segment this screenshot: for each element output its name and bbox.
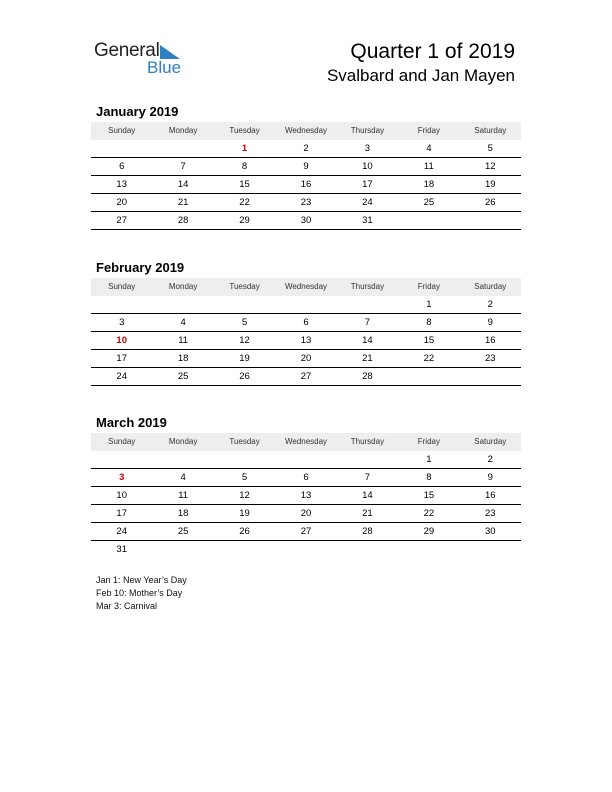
calendar-week-row (91, 140, 521, 158)
day-cell: 21 (362, 508, 373, 519)
day-cell: 22 (423, 508, 435, 519)
empty-day-cell (398, 541, 459, 558)
calendar-week-row (91, 523, 521, 541)
day-cell: 12 (239, 335, 250, 346)
logo-word-blue: Blue (147, 58, 182, 77)
empty-day-cell (275, 541, 336, 558)
day-cell: 1 (426, 454, 432, 465)
day-cell: 20 (116, 197, 127, 208)
day-cell: 7 (180, 161, 186, 172)
calendar-week-row (91, 505, 521, 523)
day-cell: 5 (241, 472, 248, 483)
day-cell: 3 (364, 143, 371, 154)
holiday-notes (96, 574, 187, 613)
empty-day-cell (91, 296, 152, 313)
calendar-week-row (91, 451, 521, 469)
empty-day-cell (398, 368, 459, 385)
day-cell: 23 (484, 508, 496, 519)
day-cell: 20 (300, 508, 312, 519)
day-cell: 1 (426, 299, 432, 310)
empty-day-cell (337, 451, 398, 468)
weekday-label: Wednesday (275, 122, 336, 140)
day-cell: 9 (487, 472, 493, 483)
page-title: Quarter 1 of 2019 (350, 40, 515, 63)
weekday-label: Tuesday (214, 278, 275, 296)
holiday-note: Feb 10: Mother’s Day (96, 588, 183, 598)
day-cell: 3 (119, 317, 125, 328)
weekday-header (91, 278, 521, 296)
day-cell: 19 (239, 508, 250, 519)
calendar-week-row (91, 176, 521, 194)
day-cell: 25 (423, 197, 435, 208)
day-cell: 21 (177, 197, 189, 208)
day-cell: 30 (300, 215, 312, 226)
day-cell: 9 (303, 161, 309, 172)
empty-day-cell (214, 541, 275, 558)
day-cell: 9 (487, 317, 493, 328)
calendar-week-row (91, 158, 521, 176)
day-cell: 16 (484, 490, 496, 501)
day-cell: 29 (423, 526, 435, 537)
day-cell: 4 (180, 472, 186, 483)
day-cell: 16 (484, 335, 496, 346)
weekday-label: Sunday (91, 278, 152, 296)
day-cell: 15 (239, 179, 250, 190)
empty-day-cell (398, 212, 459, 229)
day-cell: 22 (239, 197, 250, 208)
day-cell: 8 (426, 317, 432, 328)
day-cell: 6 (119, 161, 125, 172)
day-cell: 8 (426, 472, 432, 483)
month-title: February 2019 (96, 260, 185, 275)
day-cell: 14 (362, 490, 373, 501)
day-cell: 14 (177, 179, 189, 190)
weekday-label: Wednesday (275, 278, 336, 296)
day-cell: 17 (116, 508, 127, 519)
day-cell: 10 (116, 335, 127, 346)
day-cell: 28 (177, 215, 189, 226)
month-march (91, 415, 521, 558)
day-cell: 19 (239, 353, 250, 364)
empty-day-cell (152, 451, 213, 468)
weekday-label: Monday (152, 122, 213, 140)
empty-day-cell (337, 541, 398, 558)
month-february (91, 260, 521, 386)
day-cell: 16 (300, 179, 312, 190)
day-cell: 27 (116, 215, 127, 226)
day-cell: 24 (362, 197, 373, 208)
month-title: March 2019 (96, 415, 167, 430)
calendar-week-row (91, 350, 521, 368)
day-cell: 31 (362, 215, 373, 226)
calendar-weeks (91, 296, 521, 386)
weekday-label: Friday (398, 433, 459, 451)
weekday-label: Tuesday (214, 433, 275, 451)
empty-day-cell (91, 451, 152, 468)
day-cell: 10 (116, 490, 127, 501)
generalblue-logo (94, 40, 194, 80)
weekday-label: Thursday (337, 122, 398, 140)
month-title: January 2019 (96, 104, 179, 119)
day-cell: 20 (300, 353, 312, 364)
day-cell: 5 (241, 317, 248, 328)
day-cell: 8 (241, 161, 248, 172)
calendar-week-row (91, 212, 521, 230)
day-cell: 1 (241, 143, 248, 154)
holiday-note: Jan 1: New Year’s Day (96, 575, 187, 585)
empty-day-cell (91, 140, 152, 157)
day-cell: 28 (362, 371, 373, 382)
empty-day-cell (214, 296, 275, 313)
day-cell: 26 (484, 197, 496, 208)
day-cell: 12 (239, 490, 250, 501)
day-cell: 3 (119, 472, 125, 483)
day-cell: 11 (178, 335, 189, 346)
day-cell: 15 (423, 490, 435, 501)
day-cell: 17 (362, 179, 373, 190)
day-cell: 28 (362, 526, 373, 537)
day-cell: 17 (116, 353, 127, 364)
calendar-week-row (91, 541, 521, 558)
day-cell: 24 (116, 526, 127, 537)
day-cell: 4 (426, 143, 432, 154)
day-cell: 2 (487, 454, 493, 465)
weekday-label: Tuesday (214, 122, 275, 140)
weekday-label: Friday (398, 278, 459, 296)
weekday-label: Saturday (460, 122, 521, 140)
empty-day-cell (152, 140, 213, 157)
day-cell: 2 (303, 143, 309, 154)
day-cell: 29 (239, 215, 250, 226)
weekday-label: Thursday (337, 433, 398, 451)
day-cell: 27 (300, 371, 312, 382)
day-cell: 15 (423, 335, 435, 346)
calendar-week-row (91, 314, 521, 332)
calendar-week-row (91, 332, 521, 350)
month-january (91, 104, 521, 230)
weekday-label: Monday (152, 278, 213, 296)
day-cell: 4 (180, 317, 186, 328)
day-cell: 12 (484, 161, 496, 172)
day-cell: 27 (300, 526, 312, 537)
logo-flag-icon (160, 45, 180, 59)
day-cell: 6 (303, 317, 309, 328)
empty-day-cell (152, 541, 213, 558)
day-cell: 11 (178, 490, 189, 501)
day-cell: 19 (484, 179, 496, 190)
calendar-weeks (91, 140, 521, 230)
day-cell: 30 (484, 526, 496, 537)
day-cell: 7 (364, 472, 371, 483)
calendar-week-row (91, 487, 521, 505)
day-cell: 23 (300, 197, 312, 208)
calendar-week-row (91, 296, 521, 314)
day-cell: 26 (239, 526, 250, 537)
day-cell: 14 (362, 335, 373, 346)
day-cell: 6 (303, 472, 309, 483)
calendar-week-row (91, 194, 521, 212)
empty-day-cell (337, 296, 398, 313)
day-cell: 24 (116, 371, 127, 382)
empty-day-cell (152, 296, 213, 313)
day-cell: 22 (423, 353, 435, 364)
calendar-week-row (91, 368, 521, 386)
weekday-label: Sunday (91, 122, 152, 140)
weekday-label: Wednesday (275, 433, 336, 451)
weekday-label: Friday (398, 122, 459, 140)
day-cell: 10 (362, 161, 373, 172)
weekday-label: Thursday (337, 278, 398, 296)
day-cell: 18 (423, 179, 435, 190)
day-cell: 25 (177, 526, 189, 537)
holiday-note: Mar 3: Carnival (96, 601, 158, 611)
day-cell: 31 (116, 544, 127, 555)
logo-word-general: General (94, 40, 160, 61)
empty-day-cell (460, 541, 521, 558)
empty-day-cell (275, 296, 336, 313)
calendar-week-row (91, 469, 521, 487)
day-cell: 26 (239, 371, 250, 382)
weekday-label: Monday (152, 433, 213, 451)
day-cell: 7 (364, 317, 371, 328)
day-cell: 23 (484, 353, 496, 364)
day-cell: 13 (300, 490, 312, 501)
day-cell: 13 (116, 179, 127, 190)
day-cell: 11 (423, 161, 434, 172)
weekday-header (91, 122, 521, 140)
weekday-label: Sunday (91, 433, 152, 451)
weekday-label: Saturday (460, 433, 521, 451)
calendar-weeks (91, 451, 521, 558)
day-cell: 25 (177, 371, 189, 382)
weekday-header (91, 433, 521, 451)
day-cell: 13 (300, 335, 312, 346)
day-cell: 18 (177, 508, 189, 519)
empty-day-cell (460, 212, 521, 229)
empty-day-cell (460, 368, 521, 385)
empty-day-cell (214, 451, 275, 468)
day-cell: 5 (487, 143, 493, 154)
day-cell: 18 (177, 353, 189, 364)
empty-day-cell (275, 451, 336, 468)
page-subtitle: Svalbard and Jan Mayen (326, 66, 515, 85)
weekday-label: Saturday (460, 278, 521, 296)
day-cell: 2 (487, 299, 493, 310)
day-cell: 21 (362, 353, 373, 364)
